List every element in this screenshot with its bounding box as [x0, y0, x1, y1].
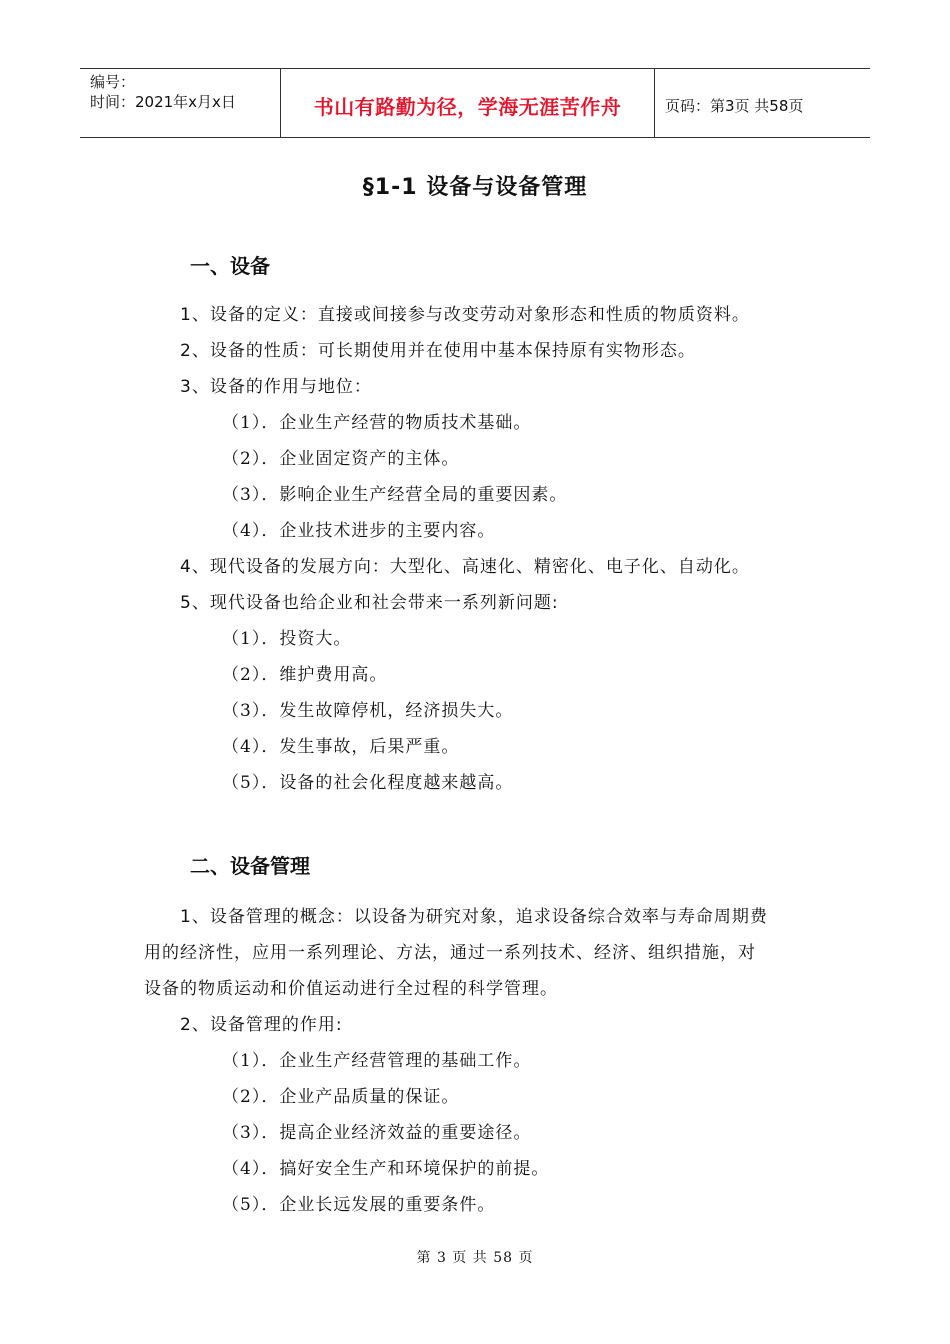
header-meta-cell [80, 69, 280, 137]
list-item [180, 1010, 343, 1035]
list-item [180, 552, 750, 577]
item-label: 2、设备的性质： [180, 341, 318, 361]
sub-list-item: （1）．企业生产经营管理的基础工作。 [222, 1051, 532, 1071]
sub-list-item: （1）．投资大。 [222, 629, 352, 649]
sub-list-item: （4）．搞好安全生产和环境保护的前提。 [222, 1159, 550, 1179]
list-item [180, 300, 750, 325]
item-label: 1、设备管理的概念： [180, 907, 354, 927]
document-title: §1-1 设备与设备管理 [362, 175, 588, 200]
item-label: 4、现代设备的发展方向： [180, 557, 390, 577]
page-info: 页码：第3页 共58页 [665, 97, 804, 115]
item-text: 直接或间接参与改变劳动对象形态和性质的物质资料。 [317, 305, 750, 325]
section-heading-equipment: 一、设备 [190, 254, 270, 278]
concept-paragraph-line: 用的经济性，应用一系列理论、方法，通过一系列技术、经济、组织措施，对 [144, 943, 756, 963]
section-heading-management: 二、设备管理 [190, 854, 310, 878]
item-label: 5、现代设备也给企业和社会带来一系列新问题: [180, 593, 559, 613]
sub-list-item: （3）．发生故障停机，经济损失大。 [222, 701, 514, 721]
item-text: 大型化、高速化、精密化、电子化、自动化。 [389, 557, 750, 577]
concept-paragraph-line: 设备的物质运动和价值运动进行全过程的科学管理。 [144, 979, 558, 999]
list-item [180, 372, 372, 397]
sub-list-item: （4）．企业技术进步的主要内容。 [222, 521, 496, 541]
sub-list-item: （2）．企业产品质量的保证。 [222, 1087, 460, 1107]
list-item [180, 588, 559, 613]
header-motto-cell [280, 69, 655, 137]
number-label: 编号： [90, 73, 136, 91]
item-label: 1、设备的定义： [180, 305, 318, 325]
motto: 书山有路勤为径，学海无涯苦作舟 [313, 95, 622, 119]
item-label: 2、设备管理的作用: [180, 1015, 343, 1035]
sub-list-item: （5）．企业长远发展的重要条件。 [222, 1195, 496, 1215]
item-text: 可长期使用并在使用中基本保持原有实物形态。 [317, 341, 696, 361]
page-footer: 第 3 页 共 58 页 [416, 1250, 534, 1266]
concept-paragraph-line [180, 902, 768, 927]
sub-list-item: （4）．发生事故，后果严重。 [222, 737, 460, 757]
sub-list-item: （3）．影响企业生产经营全局的重要因素。 [222, 485, 568, 505]
item-label: 3、设备的作用与地位： [180, 377, 372, 397]
list-item [180, 336, 696, 361]
item-text: 以设备为研究对象，追求设备综合效率与寿命周期费 [353, 907, 768, 927]
sub-list-item: （1）．企业生产经营的物质技术基础。 [222, 413, 532, 433]
sub-list-item: （5）．设备的社会化程度越来越高。 [222, 773, 514, 793]
sub-list-item: （2）．维护费用高。 [222, 665, 388, 685]
sub-list-item: （2）．企业固定资产的主体。 [222, 449, 460, 469]
document-header [80, 68, 870, 138]
sub-list-item: （3）．提高企业经济效益的重要途径。 [222, 1123, 532, 1143]
header-page-cell [655, 69, 870, 137]
date-label: 时间：2021年x月x日 [90, 93, 236, 111]
